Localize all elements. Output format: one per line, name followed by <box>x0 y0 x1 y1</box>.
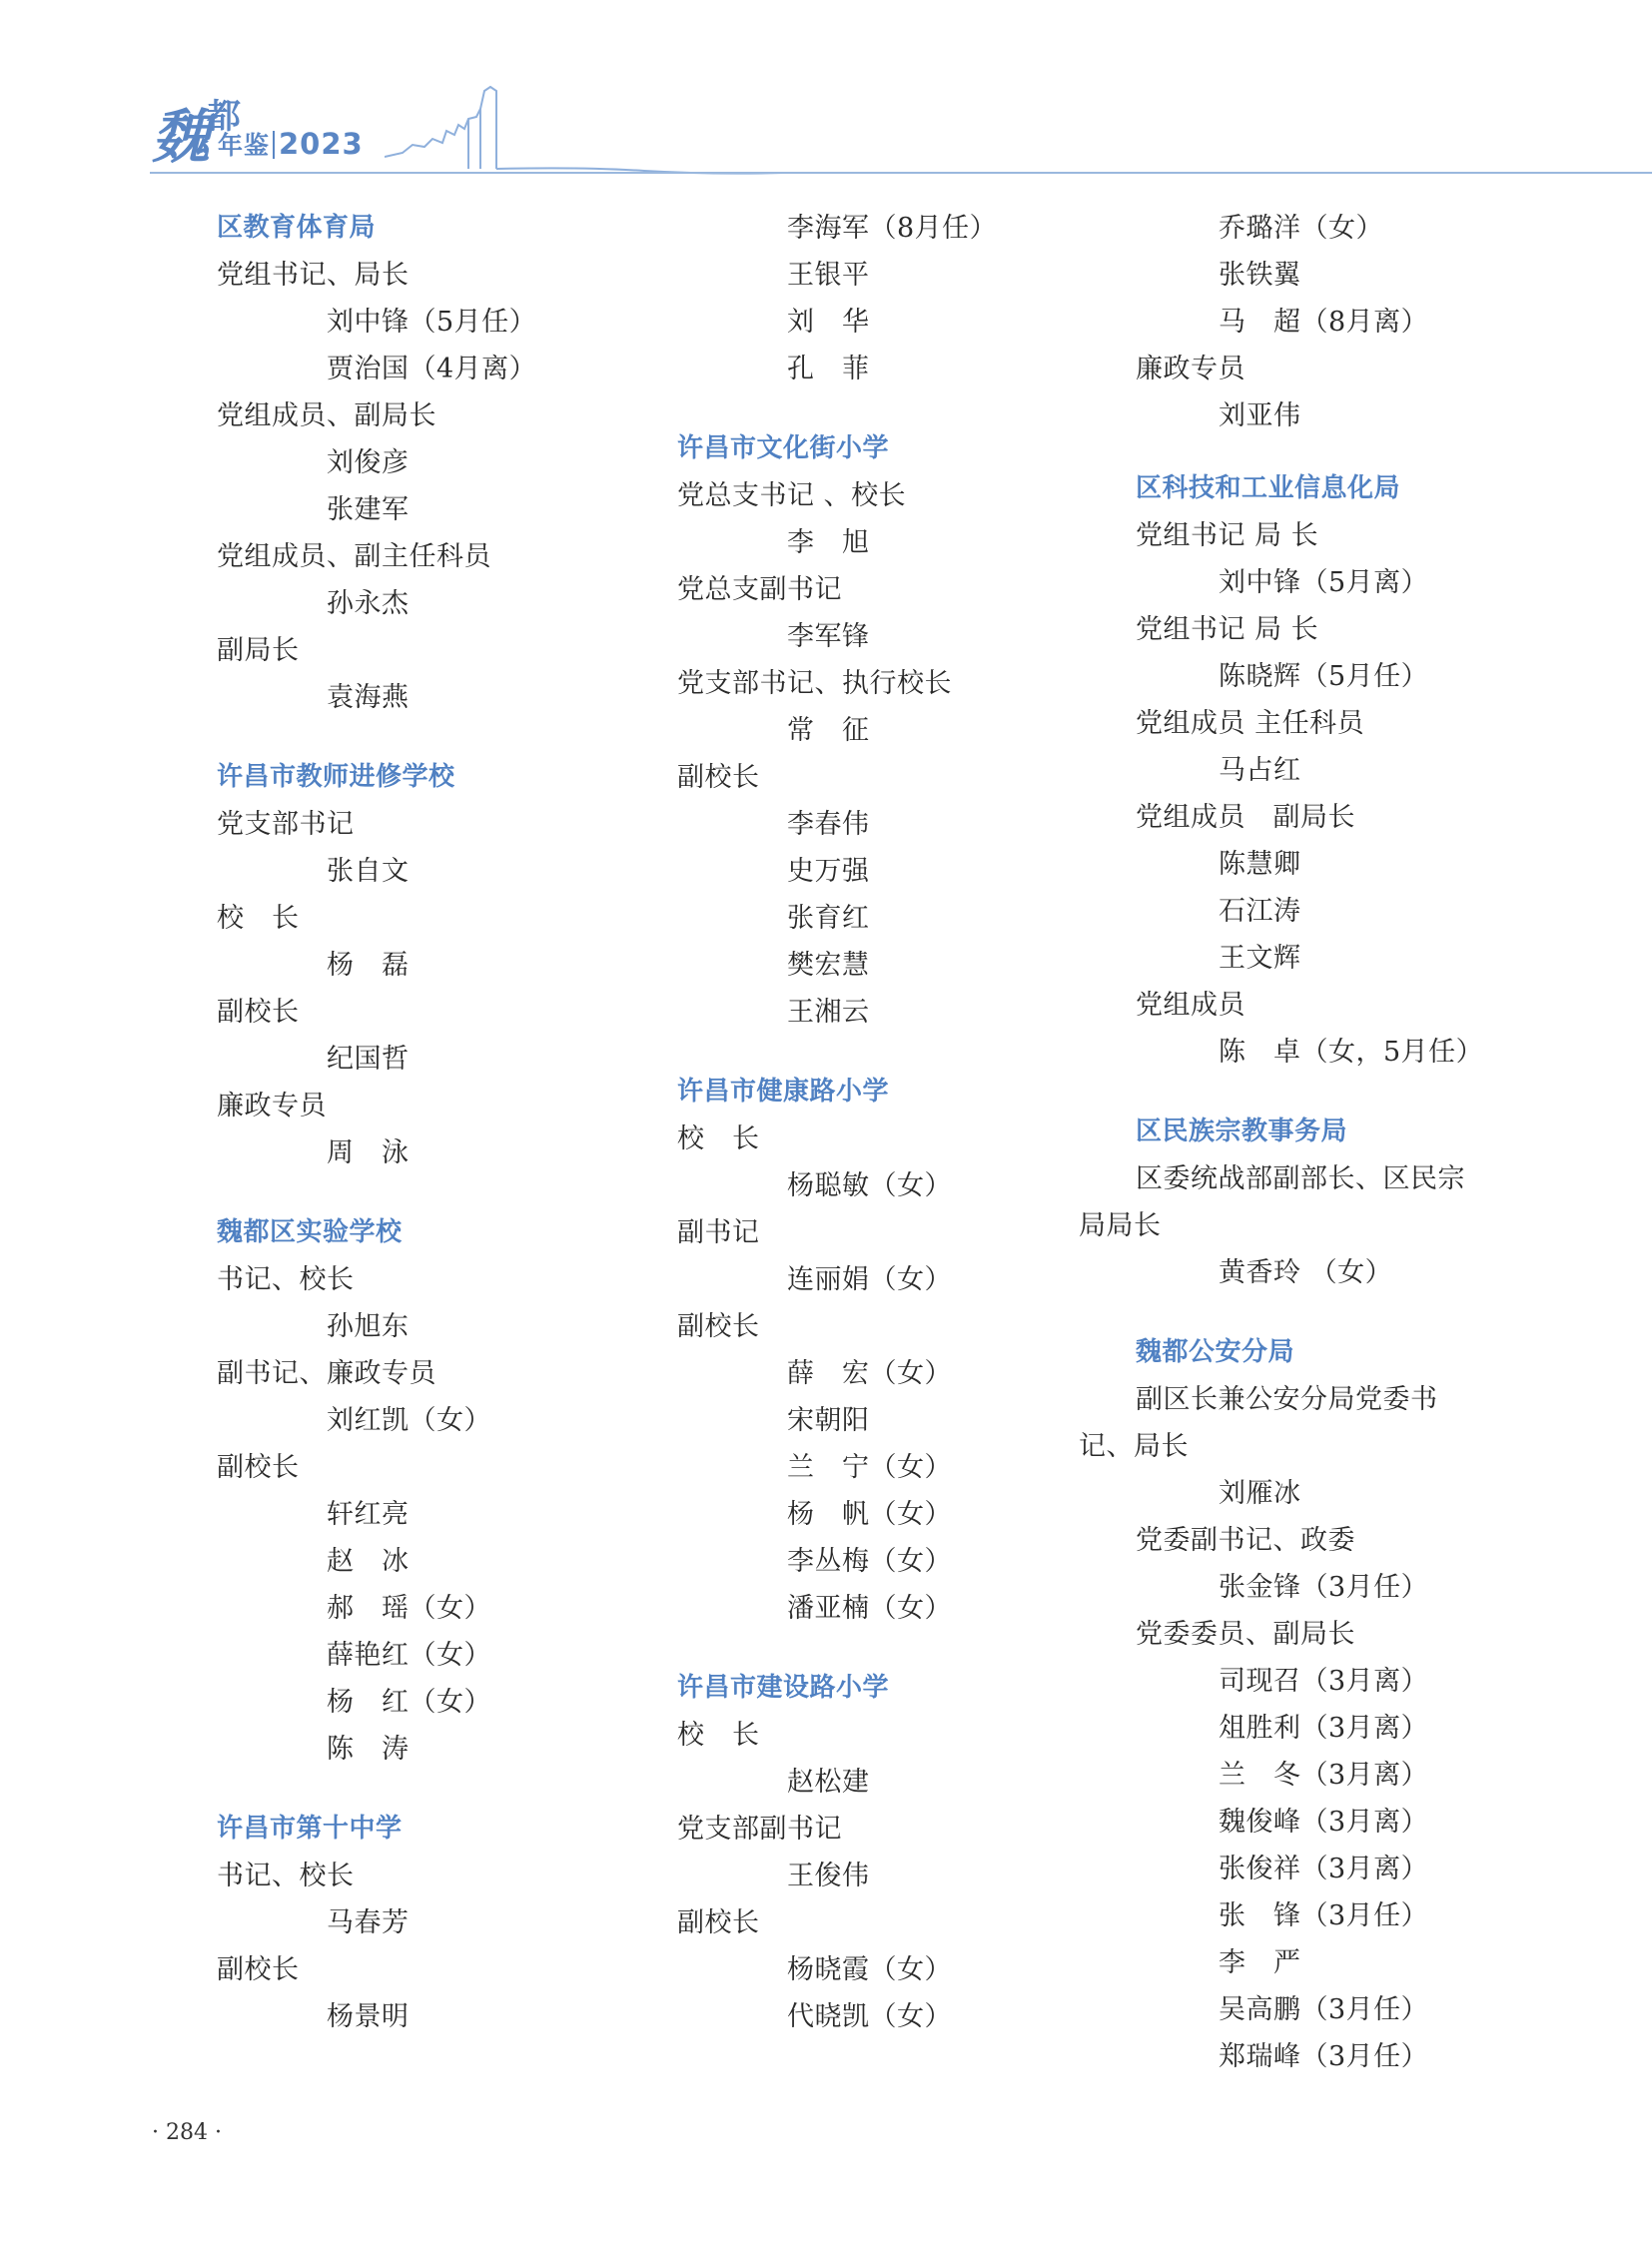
position-title: 副校长 <box>677 762 760 793</box>
person-name: 兰 冬（3月离） <box>1219 1760 1429 1791</box>
person-name: 代晓凯（女） <box>787 2001 952 2032</box>
person-name: 黄香玲 （女） <box>1219 1257 1393 1288</box>
person-name: 李丛梅（女） <box>787 1546 952 1577</box>
person-name: 张铁翼 <box>1219 260 1301 291</box>
person-name: 轩红亮 <box>327 1499 410 1530</box>
section-spacer <box>677 1036 1097 1069</box>
person-name: 杨 帆（女） <box>787 1499 952 1530</box>
person-name: 魏俊峰（3月离） <box>1219 1807 1429 1838</box>
position-title: 副区长兼公安分局党委书 <box>1136 1384 1438 1415</box>
person-name: 杨晓霞（女） <box>787 1954 952 1985</box>
section-spacer <box>1079 1296 1618 1329</box>
page-header <box>0 0 1652 180</box>
position-title: 党委副书记、政委 <box>1136 1525 1355 1556</box>
person-name: 赵松建 <box>787 1767 870 1798</box>
person-name: 陈 卓（女，5月任） <box>1219 1037 1484 1068</box>
person-name: 张俊祥（3月离） <box>1219 1854 1429 1884</box>
position-title: 副校长 <box>217 997 300 1028</box>
position-title: 校 长 <box>217 903 300 934</box>
person-name: 宋朝阳 <box>787 1405 870 1436</box>
position-title: 党组书记 局 长 <box>1136 614 1319 645</box>
position-title: 区委统战部副部长、区民宗 <box>1136 1163 1465 1194</box>
position-title: 党组书记、局长 <box>217 260 410 291</box>
section-heading: 区科技和工业信息化局 <box>1136 473 1401 503</box>
section-heading: 许昌市第十中学 <box>217 1814 403 1844</box>
brand-logo-du: 都 <box>207 97 241 137</box>
person-name: 李军锋 <box>787 621 870 652</box>
section-heading: 魏都公安分局 <box>1136 1337 1295 1367</box>
brand-logo-wei: 魏 <box>152 103 211 171</box>
person-name: 刘中锋（5月离） <box>1219 567 1429 598</box>
person-name: 王俊伟 <box>787 1861 870 1891</box>
position-title: 记、局长 <box>1079 1431 1189 1462</box>
person-name: 薛 宏（女） <box>787 1358 952 1389</box>
person-name: 袁海燕 <box>327 682 410 713</box>
brand-divider <box>273 131 275 159</box>
person-name: 王湘云 <box>787 997 870 1028</box>
person-name: 刘俊彦 <box>327 447 410 478</box>
person-name: 刘红凯（女） <box>327 1405 491 1436</box>
person-name: 樊宏慧 <box>787 950 870 981</box>
position-title: 党支部书记、执行校长 <box>677 668 952 699</box>
person-name: 郝 瑶（女） <box>327 1593 491 1624</box>
person-name: 赵 冰 <box>327 1546 410 1577</box>
person-name: 兰 宁（女） <box>787 1452 952 1483</box>
section-spacer <box>217 721 636 754</box>
person-name: 陈晓辉（5月任） <box>1219 661 1429 692</box>
person-name: 孙永杰 <box>327 588 410 619</box>
position-title: 党组成员 <box>1136 990 1245 1021</box>
position-title: 党委委员、副局长 <box>1136 1619 1355 1650</box>
section-spacer <box>1079 1076 1618 1109</box>
person-name: 陈慧卿 <box>1219 849 1301 880</box>
position-title: 党总支副书记 <box>677 574 842 605</box>
person-name: 张金锋（3月任） <box>1219 1572 1429 1603</box>
person-name: 乔璐洋（女） <box>1219 213 1383 244</box>
person-name: 王银平 <box>787 260 870 291</box>
position-title: 党总支书记 、校长 <box>677 480 907 511</box>
brand-logo-nianjian: 年鉴 <box>218 131 271 160</box>
person-name: 杨 红（女） <box>327 1687 491 1718</box>
person-name: 纪国哲 <box>327 1044 410 1075</box>
section-spacer <box>217 1773 636 1806</box>
position-title: 党组书记 局 长 <box>1136 520 1319 551</box>
position-title: 副校长 <box>677 1311 760 1342</box>
person-name: 孙旭东 <box>327 1311 410 1342</box>
person-name: 周 泳 <box>327 1137 410 1168</box>
position-title: 党组成员 副局长 <box>1136 802 1355 833</box>
person-name: 常 征 <box>787 715 870 746</box>
person-name: 张 锋（3月任） <box>1219 1900 1429 1931</box>
person-name: 李海军（8月任） <box>787 213 998 244</box>
person-name: 司现召（3月离） <box>1219 1666 1429 1697</box>
skyline-graphic <box>385 85 944 177</box>
position-title: 副校长 <box>677 1907 760 1938</box>
position-title: 副书记、廉政专员 <box>217 1358 436 1389</box>
person-name: 张自文 <box>327 856 410 887</box>
section-heading: 许昌市建设路小学 <box>677 1673 890 1703</box>
person-name: 刘 华 <box>787 307 870 338</box>
person-name: 孔 菲 <box>787 354 870 384</box>
person-name: 李春伟 <box>787 809 870 840</box>
position-title: 副局长 <box>217 635 300 666</box>
person-name: 贾治国（4月离） <box>327 354 537 384</box>
position-title: 局局长 <box>1079 1210 1162 1241</box>
position-title: 廉政专员 <box>1136 354 1245 384</box>
person-name: 吴高鹏（3月任） <box>1219 1994 1429 2025</box>
person-name: 杨聪敏（女） <box>787 1170 952 1201</box>
person-name: 刘中锋（5月任） <box>327 307 537 338</box>
brand-year: 2023 <box>279 127 364 161</box>
position-title: 党支部副书记 <box>677 1814 842 1845</box>
person-name: 刘雁冰 <box>1219 1478 1301 1509</box>
position-title: 副校长 <box>217 1452 300 1483</box>
person-name: 杨景明 <box>327 2001 410 2032</box>
person-name: 刘亚伟 <box>1219 400 1301 431</box>
position-title: 党组成员 主任科员 <box>1136 708 1365 739</box>
person-name: 张建军 <box>327 494 410 525</box>
position-title: 书记、校长 <box>217 1861 355 1891</box>
person-name: 史万强 <box>787 856 870 887</box>
section-heading: 区民族宗教事务局 <box>1136 1117 1348 1146</box>
section-heading: 魏都区实验学校 <box>217 1217 403 1247</box>
person-name: 郑瑞峰（3月任） <box>1219 2041 1429 2072</box>
person-name: 潘亚楠（女） <box>787 1593 952 1624</box>
position-title: 党组成员、副主任科员 <box>217 541 491 572</box>
position-title: 廉政专员 <box>217 1091 327 1121</box>
person-name: 石江涛 <box>1219 896 1301 927</box>
person-name: 俎胜利（3月离） <box>1219 1713 1429 1744</box>
section-heading: 许昌市文化街小学 <box>677 433 890 463</box>
section-spacer <box>677 1632 1097 1665</box>
column-3 <box>1079 205 1618 2080</box>
person-name: 连丽娟（女） <box>787 1264 952 1295</box>
person-name: 陈 涛 <box>327 1734 410 1765</box>
section-heading: 许昌市教师进修学校 <box>217 762 455 792</box>
section-spacer <box>677 392 1097 425</box>
position-title: 副书记 <box>677 1217 760 1248</box>
header-rule <box>150 172 1652 174</box>
position-title: 校 长 <box>677 1123 760 1154</box>
page-number: · 284 · <box>152 2120 222 2145</box>
position-title: 党组成员、副局长 <box>217 400 436 431</box>
person-name: 李 旭 <box>787 527 870 558</box>
position-title: 党支部书记 <box>217 809 355 840</box>
person-name: 马春芳 <box>327 1907 410 1938</box>
person-name: 马 超（8月离） <box>1219 307 1429 338</box>
section-heading: 区教育体育局 <box>217 213 377 243</box>
person-name: 李 严 <box>1219 1947 1301 1978</box>
section-heading: 许昌市健康路小学 <box>677 1077 890 1107</box>
person-name: 薛艳红（女） <box>327 1640 491 1671</box>
person-name: 张育红 <box>787 903 870 934</box>
person-name: 杨 磊 <box>327 950 410 981</box>
column-1 <box>217 205 636 2040</box>
position-title: 书记、校长 <box>217 1264 355 1295</box>
person-name: 王文辉 <box>1219 943 1301 974</box>
column-2 <box>677 205 1097 2040</box>
person-name: 马占红 <box>1219 755 1301 786</box>
section-spacer <box>1079 439 1618 465</box>
section-spacer <box>217 1176 636 1209</box>
position-title: 副校长 <box>217 1954 300 1985</box>
position-title: 校 长 <box>677 1720 760 1751</box>
